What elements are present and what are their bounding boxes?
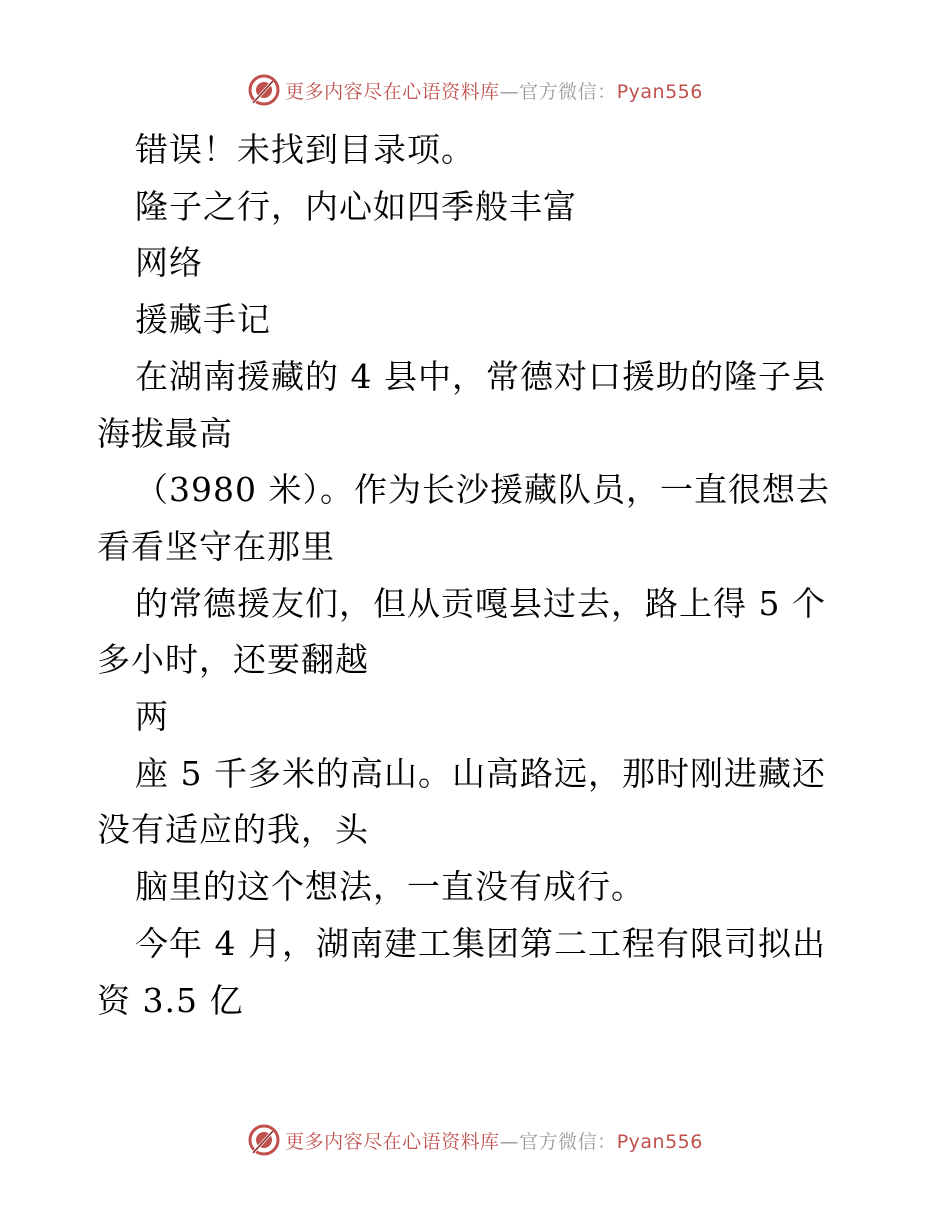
header-banner	[0, 70, 950, 110]
paragraph: 脑里的这个想法，一直没有成行。	[135, 867, 645, 907]
paragraph: 隆子之行，内心如四季般丰富	[135, 186, 577, 226]
document-body	[97, 122, 837, 1029]
brand-logo-icon	[247, 1123, 281, 1157]
paragraph: 座 5 千多米的高山。山高路远，那时刚进藏还没有适应的我，头	[97, 753, 826, 850]
paragraph: 今年 4 月，湖南建工集团第二工程有限司拟出资 3.5 亿	[97, 923, 826, 1020]
paragraph: 两	[135, 697, 169, 737]
paragraph: 的常德援友们，但从贡嘎县过去，路上得 5 个多小时，还要翻越	[97, 583, 826, 680]
paragraph: 网络	[135, 243, 203, 283]
paragraph: （3980 米）。作为长沙援藏队员，一直很想去看看坚守在那里	[97, 470, 830, 566]
footer-text: 更多内容尽在心语资料库—官方微信：Pyan556	[285, 1130, 703, 1153]
brand-logo-icon	[247, 73, 281, 107]
header-text: 更多内容尽在心语资料库—官方微信：Pyan556	[285, 80, 703, 103]
footer-banner	[0, 1120, 950, 1160]
paragraph: 援藏手记	[135, 300, 271, 340]
paragraph: 错误！未找到目录项。	[135, 130, 475, 169]
paragraph: 在湖南援藏的 4 县中，常德对口援助的隆子县海拔最高	[97, 356, 826, 453]
